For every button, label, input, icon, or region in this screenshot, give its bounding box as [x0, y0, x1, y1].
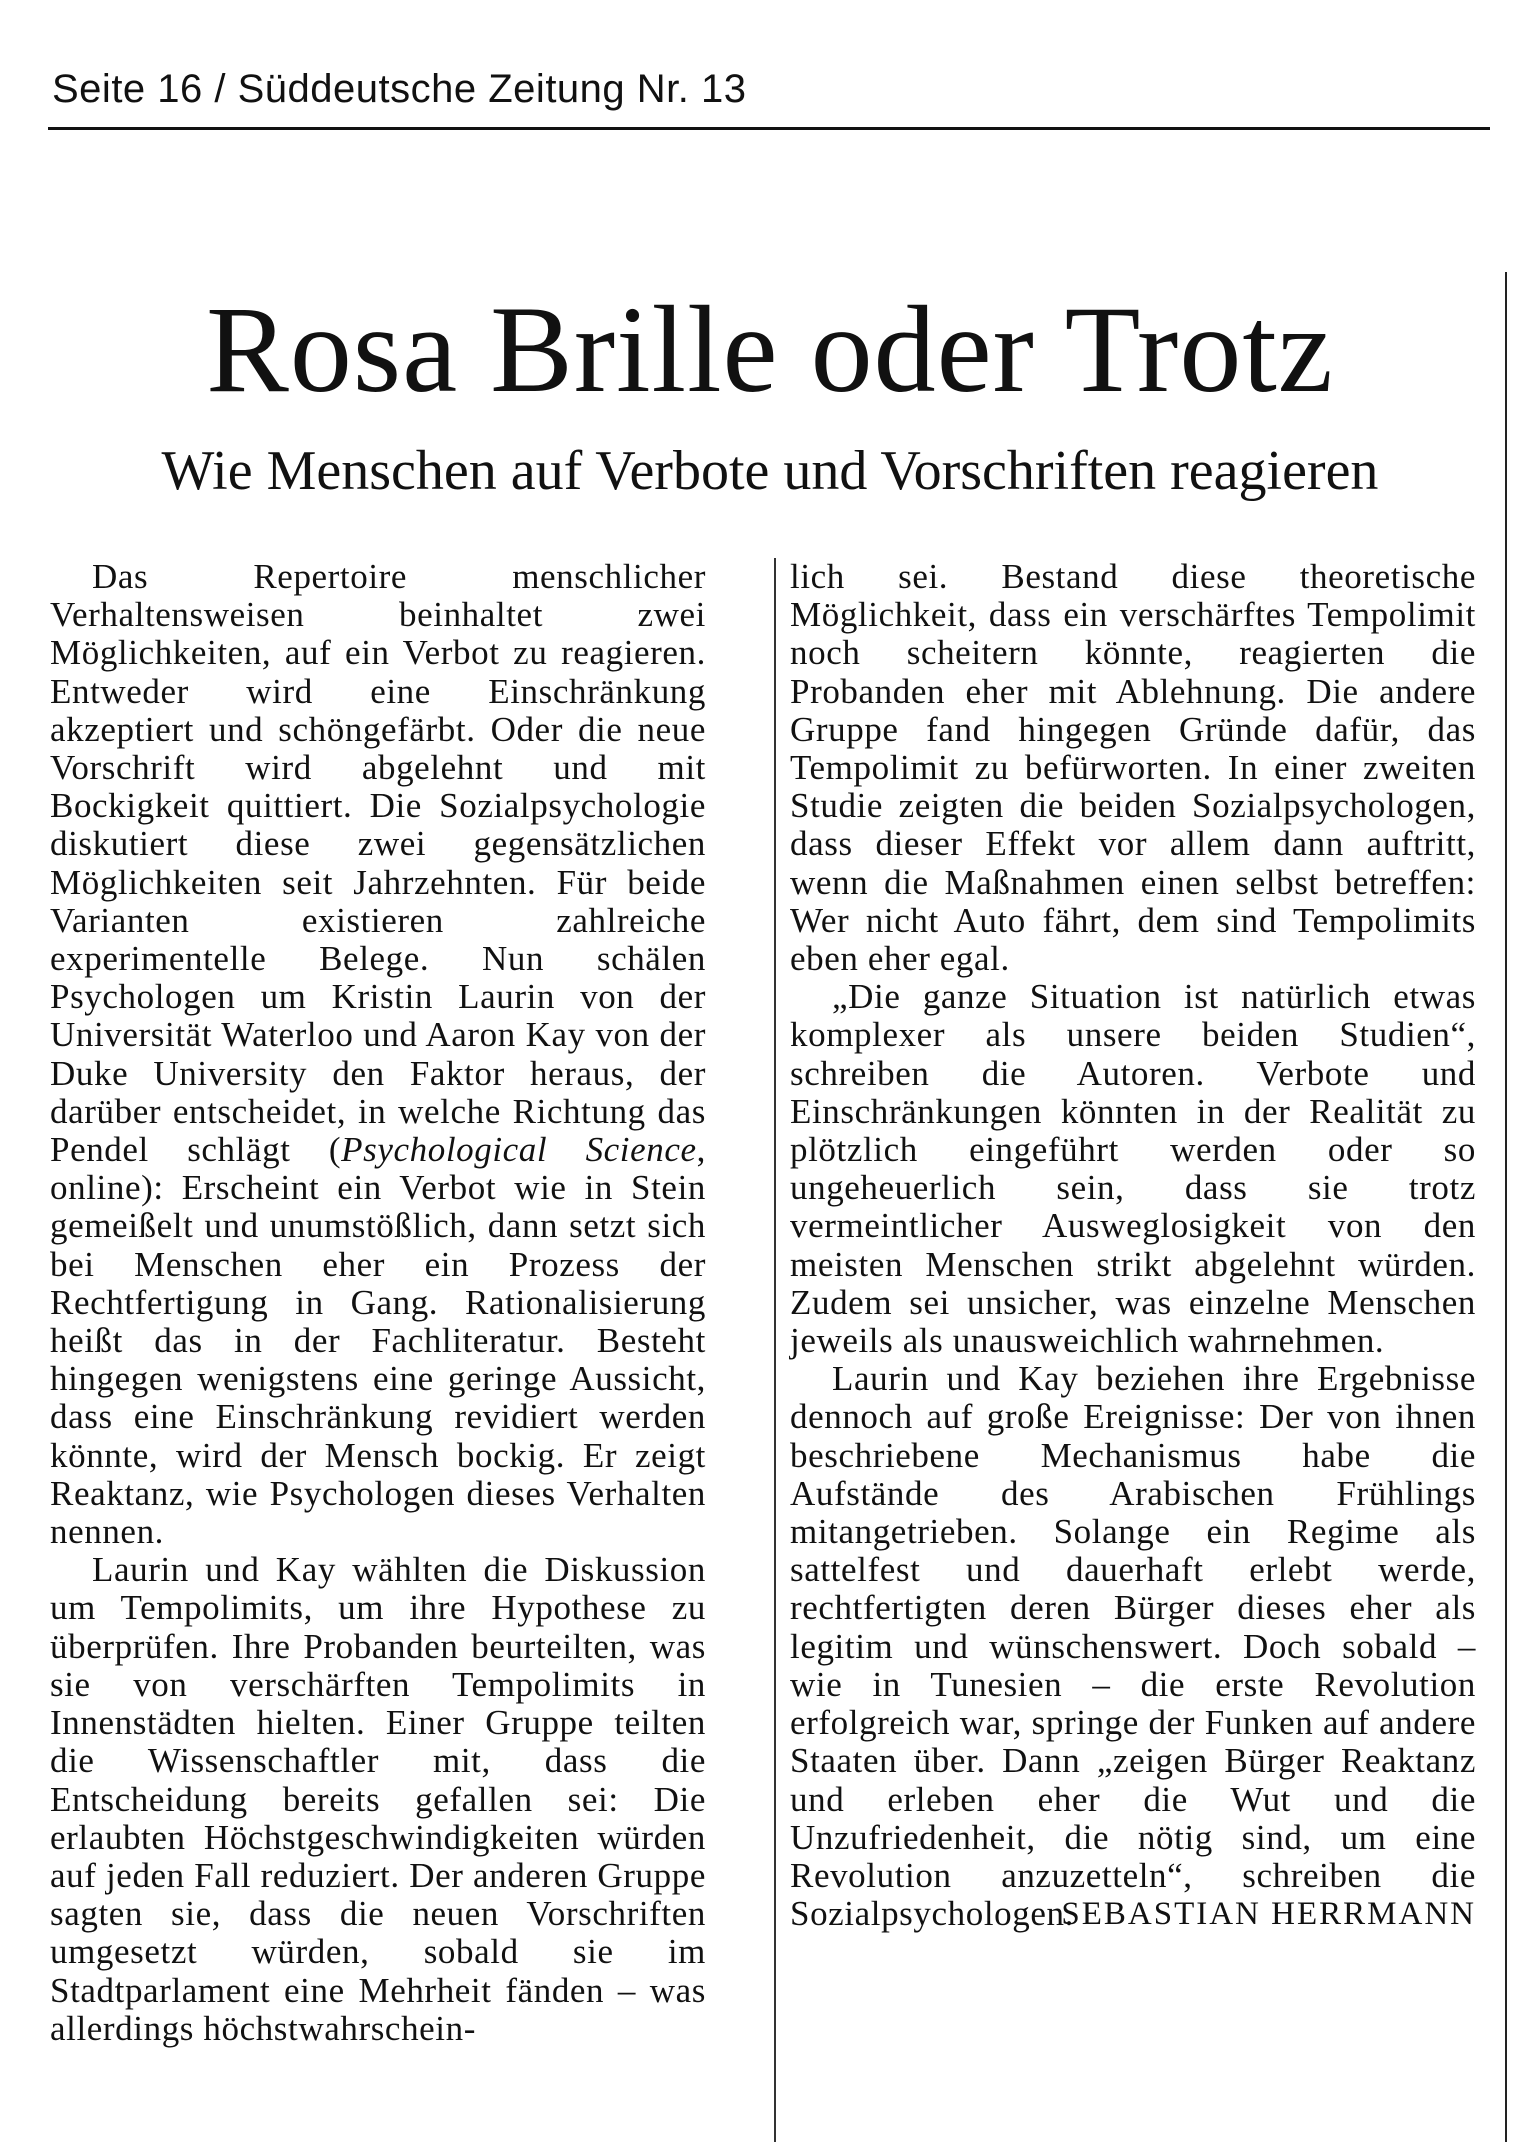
paragraph-1-text-b: , online): Erscheint ein Verbot wie in Stein gemeißelt und unumstößlich, dann setzt sich bei Menschen eher ein Prozess der Rechtfertigung in Gang. Rationalisierung heißt das in der Fachliteratur. Besteht hingegen wenigstens eine geringe Aussicht, dass eine Einschränkung revidiert werden könnte, wird der Mensch bockig. Er zeigt Reaktanz, wie Psychologen dieses Verhalten nennen. [50, 1130, 706, 1552]
subheadline: Wie Menschen auf Verbote und Vorschriften reagieren [161, 440, 1379, 502]
journal-name: Psychological Science [341, 1130, 697, 1170]
headline: Rosa Brille oder Trotz [206, 281, 1334, 418]
author-byline: SEBASTIAN HERRMANN [1061, 1896, 1476, 1933]
right-margin-rule [1505, 272, 1507, 2142]
column-divider [774, 558, 776, 2142]
column-left [50, 558, 706, 2048]
paragraph-1 [50, 558, 706, 1551]
paragraph-2: Laurin und Kay wählten die Diskussion um Tempolimits, um ihre Hypothese zu überprüfen. Ihre Probanden beurteilten, was sie von verschärften Tempolimits in Innenstädten hielten. Einer Gruppe teilten die Wissenschaftler mit, dass die Entscheidung bereits gefallen sei: Die erlaubten Höchstgeschwindigkeiten würden auf jeden Fall reduziert. Der anderen Gruppe sagten sie, dass die neuen Vorschriften umgesetzt würden, sobald sie im Stadtparlament eine Mehrheit fänden – was allerdings höchstwahrschein- [50, 1550, 706, 2048]
paragraph-3: „Die ganze Situation ist natürlich etwas komplexer als unsere beiden Studien“, schreiben die Autoren. Verbote und Einschränkungen könnten in der Realität zu plötzlich eingeführt werden oder so ungeheuerlich sein, dass sie trotz vermeintlicher Ausweglosigkeit von den meisten Menschen strikt abgelehnt würden. Zudem sei unsicher, was einzelne Menschen jeweils als unausweichlich wahrnehmen. [790, 977, 1476, 1361]
paragraph-4: Laurin und Kay beziehen ihre Ergebnisse dennoch auf große Ereignisse: Der von ihnen beschriebene Mechanismus habe die Aufstände des Arabischen Frühlings mitangetrieben. Solange ein Regime als sattelfest und dauerhaft erlebt werde, rechtfertigten deren Bürger dieses eher als legitim und wünschenswert. Doch sobald – wie in Tunesien – die erste Revolution erfolgreich war, springe der Funken auf andere Staaten über. Dann „zeigen Bürger Reaktanz und erleben eher die Wut und die Unzufriedenheit, die nötig sind, um eine Revolution anzuzetteln“, schreiben die Sozialpsychologen. [790, 1359, 1476, 1934]
page-header: Seite 16 / Süddeutsche Zeitung Nr. 13 [52, 67, 747, 111]
paragraph-1-text-a: Das Repertoire menschlicher Verhaltensweisen beinhaltet zwei Möglichkeiten, auf ein Verbot zu reagieren. Entweder wird eine Einschränkung akzeptiert und schöngefärbt. Oder die neue Vorschrift wird abgelehnt und mit Bockigkeit quittiert. Die Sozialpsychologie diskutiert diese zwei gegensätzlichen Möglichkeiten seit Jahrzehnten. Für beide Varianten existieren zahlreiche experimentelle Belege. Nun schälen Psychologen um Kristin Laurin von der Universität Waterloo und Aaron Kay von der Duke University den Faktor heraus, der darüber entscheidet, in welche Richtung das Pendel schlägt ( [50, 557, 706, 1170]
paragraph-2-continued: lich sei. Bestand diese theoretische Möglichkeit, dass ein verschärftes Tempolimit noch scheitern könnte, reagierten die Probanden eher mit Ablehnung. Die andere Gruppe fand hingegen Gründe dafür, das Tempolimit zu befürworten. In einer zweiten Studie zeigten die beiden Sozialpsychologen, dass dieser Effekt vor allem dann auftritt, wenn die Maßnahmen einen selbst betreffen: Wer nicht Auto fährt, dem sind Tempolimits eben eher egal. [790, 557, 1476, 979]
header-rule [48, 127, 1490, 130]
column-right [790, 558, 1476, 1933]
